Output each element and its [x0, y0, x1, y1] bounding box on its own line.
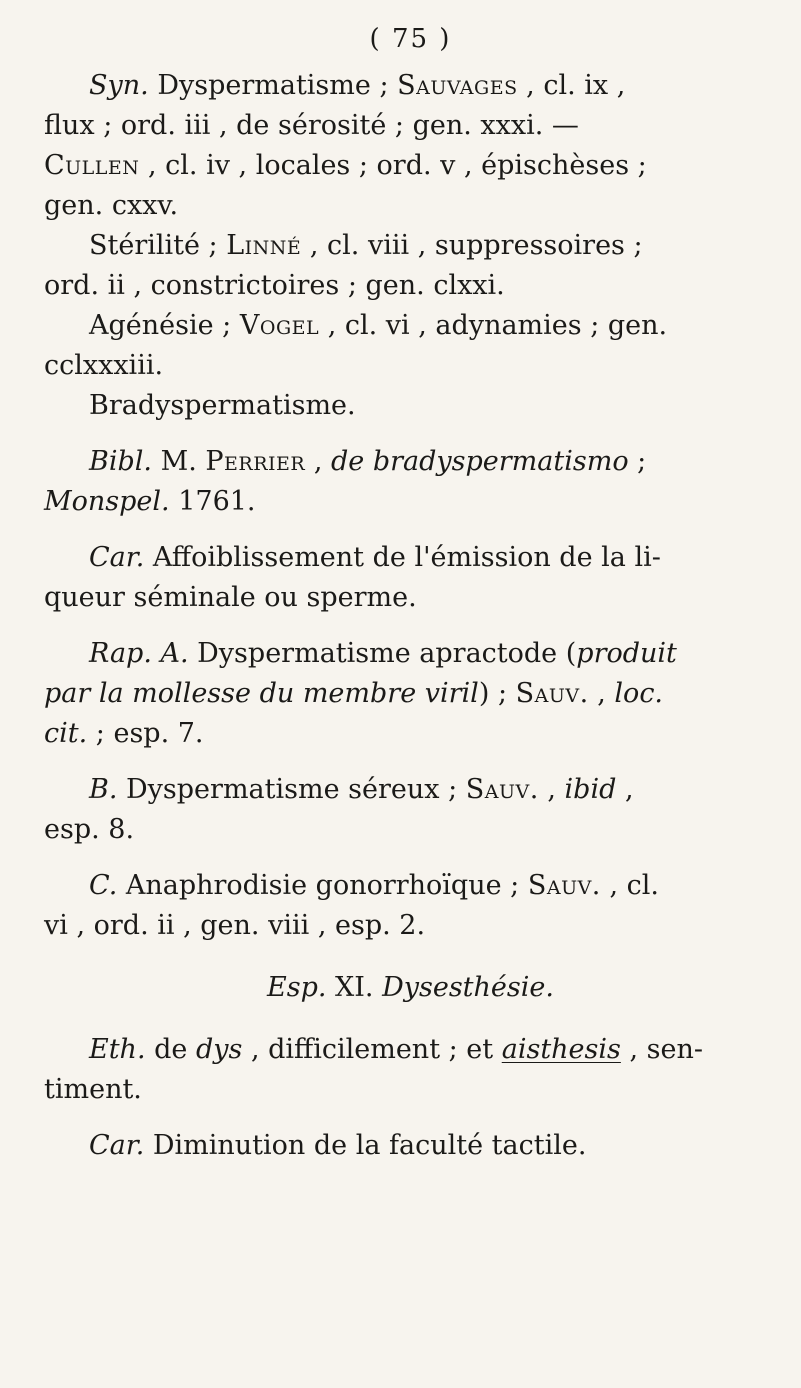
text-line: queur séminale ou sperme. — [44, 582, 417, 613]
section-heading: Esp. XI. Dysesthésie. — [267, 972, 554, 1003]
report-line: Rap. A. Dyspermatisme apractode (produit — [89, 638, 677, 669]
text-line: Cullen , cl. iv , locales ; ord. v , épischèses ; — [44, 150, 647, 181]
etymology-line: Eth. de dys , difficilement ; et aisthesis , sen- — [89, 1034, 703, 1065]
text-line: timent. — [44, 1074, 142, 1105]
text-line: gen. cxxv. — [44, 190, 179, 221]
text-line: Monspel. 1761. — [44, 486, 256, 517]
text-line: esp. 8. — [44, 814, 135, 845]
text-line: cclxxxiii. — [44, 350, 164, 381]
text-line: cit. ; esp. 7. — [44, 718, 204, 749]
text-line: vi , ord. ii , gen. viii , esp. 2. — [44, 910, 426, 941]
text-line: Agénésie ; Vogel , cl. vi , adynamies ; gen. — [89, 310, 668, 341]
text-line: Bradyspermatisme. — [89, 390, 356, 421]
text-line: C. Anaphrodisie gonorrhoïque ; Sauv. , cl. — [89, 870, 659, 901]
synonym-line: Syn. Dyspermatisme ; Sauvages , cl. ix , — [89, 70, 626, 101]
text-line: B. Dyspermatisme séreux ; Sauv. , ibid , — [89, 774, 634, 805]
character-line: Car. Diminution de la faculté tactile. — [89, 1130, 587, 1161]
text-line: par la mollesse du membre viril) ; Sauv. , loc. — [44, 678, 664, 709]
page-number: ( 75 ) — [369, 24, 452, 54]
character-line: Car. Affoiblissement de l'émission de la li- — [89, 542, 661, 573]
bibliography-line: Bibl. M. Perrier , de bradyspermatismo ; — [89, 446, 647, 477]
text-line: flux ; ord. iii , de sérosité ; gen. xxxi. — — [44, 110, 579, 141]
text-line: ord. ii , constrictoires ; gen. clxxi. — [44, 270, 505, 301]
text-line: Stérilité ; Linné , cl. viii , suppressoires ; — [89, 230, 643, 261]
